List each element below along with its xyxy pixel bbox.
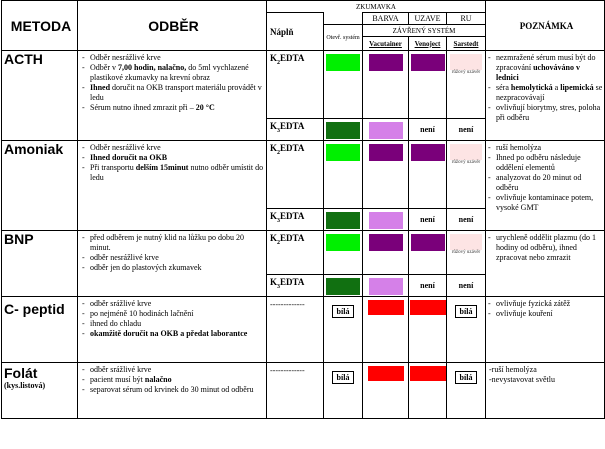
red-swatch	[410, 366, 446, 381]
venoject-value: není	[409, 209, 447, 231]
odber-amoniak	[78, 141, 267, 231]
purple-swatch	[369, 144, 403, 161]
green-swatch	[326, 234, 360, 251]
note-item: - ovlivňují biorytmy, stres, poloha při odběru	[496, 103, 604, 123]
odber-item: - odběr srážlivé krve	[90, 299, 266, 309]
odber-item: - Ihned doručit na OKB transport materiálu provádět v ledu	[90, 83, 266, 103]
purple-swatch	[411, 144, 445, 161]
note-item: ruší hemolýza	[491, 365, 537, 374]
otevr-value: bílá	[332, 305, 355, 318]
method-bnp: BNP	[2, 231, 78, 297]
odber-item: - separovat sérum od krvinek do 30 minut od odběru	[90, 385, 266, 395]
odber-folat	[78, 363, 267, 419]
napln-k3edta: $K_3EDTA$	[267, 119, 324, 141]
napln-k2edta: $K_2EDTA$	[267, 51, 324, 119]
header-sarstedt: Sarstedt	[453, 39, 479, 48]
header-barva: BARVA	[363, 13, 409, 25]
header-metoda: METODA	[2, 1, 78, 51]
note-item: - séra hemolytická a lipemická se nezpracovávají	[496, 83, 604, 103]
sarstedt-note: růžový uzávěr	[451, 250, 481, 255]
odber-item: - okamžitě doručit na OKB a předat laborantce	[90, 329, 266, 339]
note-acth	[486, 51, 605, 141]
sarstedt-value: není	[447, 119, 486, 141]
note-item: - ovlivňuje kouření	[496, 309, 604, 319]
note-item: - analyzovat do 20 minut od odběru	[496, 173, 604, 193]
napln-none: -------------	[267, 297, 324, 363]
odber-item: - Při transportu delším 15minut nutno odběr umístit do ledu	[90, 163, 266, 183]
note-bnp	[486, 231, 605, 297]
dark-green-swatch	[326, 122, 360, 139]
sarstedt-value: bílá	[455, 305, 478, 318]
sarstedt-value: není	[447, 275, 486, 297]
odber-item: - Sérum nutno ihned zmrazit při – 20 °C	[90, 103, 266, 113]
method-amoniak: Amoniak	[2, 141, 78, 231]
venoject-value: není	[409, 119, 447, 141]
odber-item: - ihned do chladu	[90, 319, 266, 329]
purple-swatch	[369, 54, 403, 71]
odber-item: - Odběr nesrážlivé krve	[90, 143, 266, 153]
note-item: - ovlivňuje kontaminace potem, vysoké GMT	[496, 193, 604, 213]
dark-green-swatch	[326, 212, 360, 229]
odber-acth	[78, 51, 267, 141]
dark-green-swatch	[326, 278, 360, 295]
red-swatch	[410, 300, 446, 315]
purple-swatch	[369, 234, 403, 251]
pink-swatch	[450, 54, 482, 70]
odber-item: - pacient musí být nalačno	[90, 375, 266, 385]
note-amoniak	[486, 141, 605, 231]
pink-swatch	[450, 144, 482, 160]
pink-swatch	[450, 234, 482, 250]
header-uzave: UZAVE	[409, 13, 447, 25]
odber-item: - odběr nesrážlivé krve	[90, 253, 266, 263]
header-zkumavka: ZKUMAVKA	[267, 1, 486, 13]
napln-none: -------------	[267, 363, 324, 419]
purple-swatch	[411, 234, 445, 251]
header-odber: ODBĚR	[78, 1, 267, 51]
header-poznamka: POZNÁMKA	[486, 1, 605, 51]
lilac-swatch	[369, 122, 403, 139]
note-item: - ovlivňuje fyzická zátěž	[496, 299, 604, 309]
lab-sampling-table: METODA ODBĚR ZKUMAVKA POZNÁMKA Náplň BARVA UZAVE RU Otevř. systém ZÁVŘENÝ SYSTÉM Vacutainer Venoject Sarstedt ACTH - Odběr nesrážlivé krve - Odběr v 7,00 hodin, nalačno, do 5ml vychlazené plastikové zkumavky na krevní obraz - Ihned doručit na OKB transport materiálu provádět v ledu - Sérum nutno ihned zmrazit při – 20 °C $K_2EDTA$ růžový uzávěr - nezmražené sérum musí být do zpracování uchováváno v lednici - séra hemolytická a lipemická se nezpracovávají - ovlivňují biorytmy, stres, poloha při odběru $K_3EDTA$ není není Amoniak - Odběr nesrážlivé krve - Ihned doručit na OKB - Při transportu delším 15minut nutno odběr umístit do ledu $K_2EDTA$ růžový uzávěr - ruší hemolýza - Ihned po odběru následuje oddělení elementů - analyzovat do 20 minut od odběru - ovlivňuje kontaminace potem, vysoké GMT $K_3EDTA$ není není BNP - před odběrem je nutný klid na lůžku po dobu 20 minut. - odběr nesrážlivé krve - odběr jen do plastových zkumavek $K_2EDTA$ růžový uzávěr - urychleně oddělit plazmu (do 1 hodiny od odběru), ihned zpracovat nebo zmrazit $K_3EDTA$ není není C- peptid - odběr srážlivé krve - po nejméně 10 hodinách lačnění - ihned do chladu - okamžitě doručit na OKB a předat laborantce ------------- bílá bílá - ovlivňuje fyzická zátěž - ovlivňuje kouření Folát (kys.listová) - odběr srážlivé krve - pacient musí být nalačno - separovat sérum od krvinek do 30 minut od odběru ------------- bílá bílá -ruší hemolýza -nevystavovat světlu	[1, 0, 605, 419]
header-vacutainer: Vacutainer	[369, 39, 402, 48]
sarstedt-value: bílá	[455, 371, 478, 384]
purple-swatch	[411, 54, 445, 71]
header-napln: Náplň	[267, 13, 324, 51]
lilac-swatch	[369, 278, 403, 295]
red-swatch	[368, 366, 404, 381]
row-amoniak: Amoniak - Odběr nesrážlivé krve - Ihned doručit na OKB - Při transportu delším 15minut nutno odběr umístit do ledu $K_2EDTA$ růžový uzávěr - ruší hemolýza - Ihned po odběru následuje oddělení elementů - analyzovat do 20 minut od odběru - ovlivňuje kontaminace potem, vysoké GMT	[2, 141, 605, 209]
note-c-peptid	[486, 297, 605, 363]
note-item: - nezmražené sérum musí být do zpracování uchováváno v lednici	[496, 53, 604, 83]
method-c-peptid: C- peptid	[2, 297, 78, 363]
method-acth: ACTH	[2, 51, 78, 141]
row-bnp: BNP - před odběrem je nutný klid na lůžku po dobu 20 minut. - odběr nesrážlivé krve - odběr jen do plastových zkumavek $K_2EDTA$ růžový uzávěr - urychleně oddělit plazmu (do 1 hodiny od odběru), ihned zpracovat nebo zmrazit	[2, 231, 605, 275]
odber-bnp	[78, 231, 267, 297]
sarstedt-note: růžový uzávěr	[451, 70, 481, 75]
header-zavreny-system: ZÁVŘENÝ SYSTÉM	[363, 25, 486, 37]
row-folat	[2, 363, 605, 419]
odber-item: - Odběr nesrážlivé krve	[90, 53, 266, 63]
header-venoject: Venoject	[414, 39, 441, 48]
green-swatch	[326, 54, 360, 71]
row-c-peptid	[2, 297, 605, 363]
odber-c-peptid	[78, 297, 267, 363]
note-folat: -ruší hemolýza -nevystavovat světlu	[486, 363, 605, 419]
note-item: nevystavovat světlu	[491, 375, 555, 384]
odber-item: - odběr jen do plastových zkumavek	[90, 263, 266, 273]
green-swatch	[326, 144, 360, 161]
note-item: - ruší hemolýza	[496, 143, 604, 153]
odber-item: - Ihned doručit na OKB	[90, 153, 266, 163]
method-folat: Folát (kys.listová)	[2, 363, 78, 419]
odber-item: - po nejméně 10 hodinách lačnění	[90, 309, 266, 319]
sarstedt-note: růžový uzávěr	[451, 160, 481, 165]
header-ru: RU	[447, 13, 486, 25]
row-acth	[2, 51, 605, 119]
odber-item: - Odběr v 7,00 hodin, nalačno, do 5ml vychlazené plastikové zkumavky na krevní obraz	[90, 63, 266, 83]
method-sub: (kys.listová)	[4, 381, 46, 390]
note-item: - urychleně oddělit plazmu (do 1 hodiny od odběru), ihned zpracovat nebo zmrazit	[496, 233, 604, 263]
note-item: - Ihned po odběru následuje oddělení elementů	[496, 153, 604, 173]
venoject-value: není	[409, 275, 447, 297]
red-swatch	[368, 300, 404, 315]
otevr-value: bílá	[332, 371, 355, 384]
odber-item: - odběr srážlivé krve	[90, 365, 266, 375]
odber-item: - před odběrem je nutný klid na lůžku po dobu 20 minut.	[90, 233, 266, 253]
header-otevr-system: Otevř. systém	[324, 25, 363, 51]
sarstedt-value: není	[447, 209, 486, 231]
lilac-swatch	[369, 212, 403, 229]
